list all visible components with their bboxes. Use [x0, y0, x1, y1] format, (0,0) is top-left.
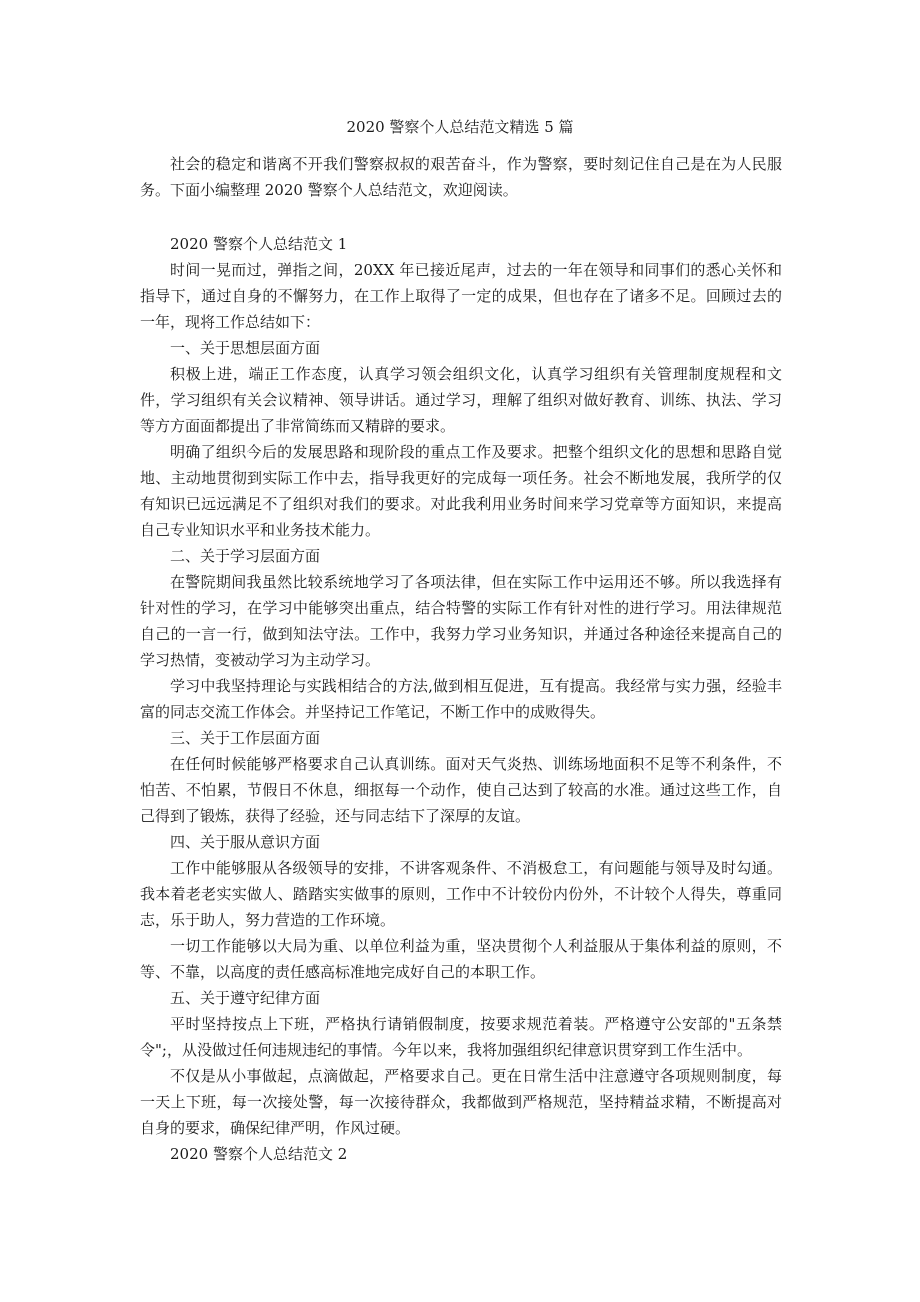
article-2-heading: 2020 警察个人总结范文 2	[170, 1145, 348, 1163]
intro-paragraph: 社会的稳定和谐离不开我们警察叔叔的艰苦奋斗，作为警察，要时刻记住自己是在为人民服务。下面小编整理 2020 警察个人总结范文，欢迎阅读。	[140, 155, 782, 199]
document-title: 2020 警察个人总结范文精选 5 篇	[346, 118, 574, 136]
section-2-heading: 二、关于学习层面方面	[170, 547, 321, 565]
section-3-heading: 三、关于工作层面方面	[170, 729, 321, 747]
section-5-heading: 五、关于遵守纪律方面	[170, 989, 321, 1007]
section-5-paragraph-1: 平时坚持按点上下班，严格执行请销假制度，按要求规范着装。严格遵守公安部的"五条禁令";，从没做过任何违规违纪的事情。今年以来，我将加强组织纪律意识贯穿到工作生活中。	[140, 1015, 782, 1059]
section-4-paragraph-2: 一切工作能够以大局为重、以单位利益为重，坚决贯彻个人利益服从于集体利益的原则，不等、不靠，以高度的责任感高标准地完成好自己的本职工作。	[140, 937, 782, 981]
section-5-paragraph-2: 不仅是从小事做起，点滴做起，严格要求自己。更在日常生活中注意遵守各项规则制度，每一天上下班，每一次接处警，每一次接待群众，我都做到严格规范，坚持精益求精，不断提高对自身的要求，确保纪律严明，作风过硬。	[140, 1067, 782, 1137]
section-1-paragraph-2: 明确了组织今后的发展思路和现阶段的重点工作及要求。把整个组织文化的思想和思路自觉地、主动地贯彻到实际工作中去，指导我更好的完成每一项任务。社会不断地发展，我所学的仅有知识已远远满足不了组织对我们的要求。对此我利用业务时间来学习党章等方面知识，来提高自己专业知识水平和业务技术能力。	[140, 443, 782, 539]
section-2-paragraph-1: 在警院期间我虽然比较系统地学习了各项法律，但在实际工作中运用还不够。所以我选择有针对性的学习，在学习中能够突出重点，结合特警的实际工作有针对性的进行学习。用法律规范自己的一言一行，做到知法守法。工作中，我努力学习业务知识，并通过各种途径来提高自己的学习热情，变被动学习为主动学习。	[140, 573, 782, 669]
section-2-paragraph-2: 学习中我坚持理论与实践相结合的方法,做到相互促进，互有提高。我经常与实力强，经验丰富的同志交流工作体会。并坚持记工作笔记，不断工作中的成败得失。	[140, 677, 782, 721]
section-4-paragraph-1: 工作中能够服从各级领导的安排，不讲客观条件、不消极怠工，有问题能与领导及时勾通。我本着老老实实做人、踏踏实实做事的原则，工作中不计较份内份外，不计较个人得失，尊重同志，乐于助人，努力营造的工作环境。	[140, 859, 782, 929]
document-body	[140, 151, 782, 1167]
article-1-intro: 时间一晃而过，弹指之间，20XX 年已接近尾声，过去的一年在领导和同事们的悉心关怀和指导下，通过自身的不懈努力，在工作上取得了一定的成果，但也存在了诸多不足。回顾过去的一年，现将工作总结如下：	[140, 261, 782, 331]
paragraph-gap	[140, 203, 782, 231]
section-3-paragraph-1: 在任何时候能够严格要求自己认真训练。面对天气炎热、训练场地面积不足等不利条件，不怕苦、不怕累，节假日不休息，细抠每一个动作，使自己达到了较高的水准。通过这些工作，自己得到了锻炼，获得了经验，还与同志结下了深厚的友谊。	[140, 755, 782, 825]
section-1-heading: 一、关于思想层面方面	[170, 339, 321, 357]
article-1-heading: 2020 警察个人总结范文 1	[170, 235, 348, 253]
section-4-heading: 四、关于服从意识方面	[170, 833, 321, 851]
section-1-paragraph-1: 积极上进，端正工作态度，认真学习领会组织文化，认真学习组织有关管理制度规程和文件，学习组织有关会议精神、领导讲话。通过学习，理解了组织对做好教育、训练、执法、学习等方方面面都提出了非常简练而又精辟的要求。	[140, 365, 782, 435]
